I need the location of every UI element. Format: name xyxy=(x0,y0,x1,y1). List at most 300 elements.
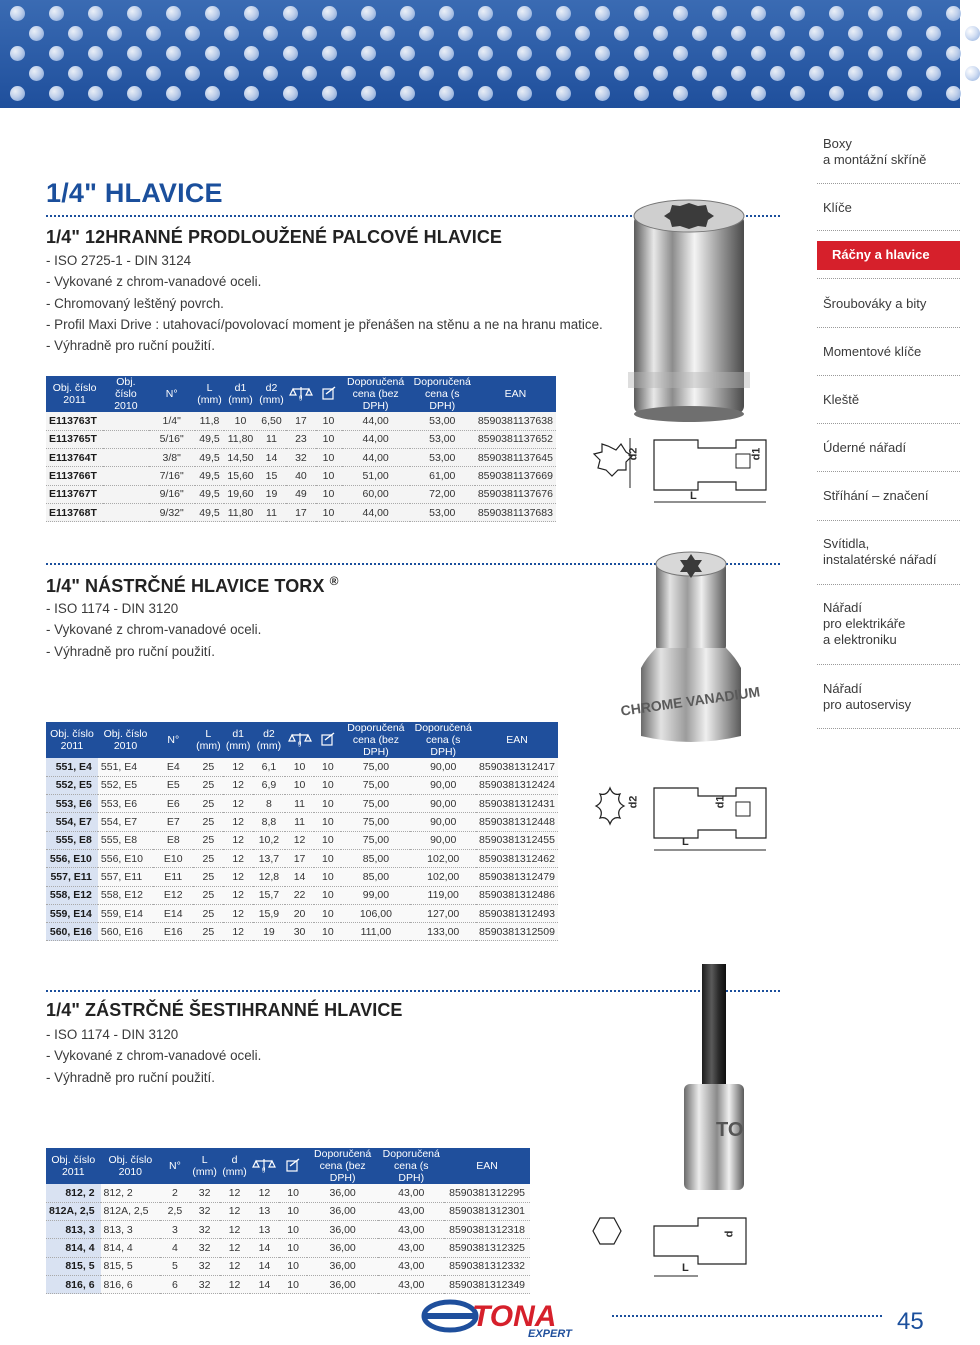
table-cell: 12 xyxy=(285,831,315,849)
banner-dot xyxy=(263,66,278,81)
table-cell: 32 xyxy=(286,449,315,467)
section2-table xyxy=(46,722,558,941)
table-cell: 25 xyxy=(193,758,223,776)
banner-dot xyxy=(127,46,142,61)
banner-dot xyxy=(595,46,610,61)
col-obj2011: Obj. číslo 2011 xyxy=(46,722,98,758)
12-point-profile-icon xyxy=(594,444,632,476)
banner-dot xyxy=(68,66,83,81)
footer-divider xyxy=(612,1315,882,1317)
table-cell: 8590381137676 xyxy=(475,485,556,503)
col-price-inc: Doporučená cena (s DPH) xyxy=(410,722,476,758)
table-cell: 12 xyxy=(223,849,253,867)
table-cell: 14 xyxy=(250,1275,280,1293)
banner-dot xyxy=(809,26,824,41)
label-d1: d1 xyxy=(750,447,763,461)
label-d1: d1 xyxy=(714,795,727,809)
menu-divider xyxy=(817,183,960,184)
table-cell: 2 xyxy=(160,1184,190,1202)
banner-dot xyxy=(926,66,941,81)
table-row xyxy=(46,430,556,448)
banner-dot xyxy=(692,66,707,81)
banner-dot xyxy=(166,6,181,21)
table-cell: E16 xyxy=(153,923,193,941)
order-code-cell: E113764T xyxy=(46,449,103,467)
menu-item-kleste[interactable]: Kleště xyxy=(823,392,860,407)
table-row xyxy=(46,412,556,430)
table-cell: 12 xyxy=(220,1239,250,1257)
hex-bit-socket-image xyxy=(674,958,754,1198)
banner-dot xyxy=(829,46,844,61)
table-cell: 90,00 xyxy=(410,813,476,831)
banner-dot xyxy=(712,6,727,21)
banner-dot xyxy=(244,46,259,61)
banner-dot xyxy=(49,46,64,61)
table-cell: 25 xyxy=(193,795,223,813)
banner-dot xyxy=(361,46,376,61)
scale-icon xyxy=(288,386,313,403)
label-d2: d2 xyxy=(627,447,640,461)
banner-dot xyxy=(556,6,571,21)
order-code-cell: 812A, 2,5 xyxy=(46,1202,101,1220)
package-icon xyxy=(318,386,340,403)
banner-dot xyxy=(790,86,805,101)
banner-dot xyxy=(166,86,181,101)
banner-dot xyxy=(575,66,590,81)
table-cell: 10 xyxy=(314,849,341,867)
table-cell: 11,80 xyxy=(224,503,256,521)
table-cell: 102,00 xyxy=(410,868,476,886)
order-code-cell: 553, E6 xyxy=(46,795,98,813)
table-cell: 85,00 xyxy=(341,849,410,867)
table-row xyxy=(46,485,556,503)
order-code-cell: E113767T xyxy=(46,485,103,503)
table-cell: 36,00 xyxy=(307,1257,379,1275)
banner-dot xyxy=(556,46,571,61)
table-cell: 17 xyxy=(286,412,315,430)
table-row xyxy=(46,849,558,867)
table-cell: 8590381312349 xyxy=(444,1275,530,1293)
banner-dot xyxy=(244,6,259,21)
table-cell: 43,00 xyxy=(378,1221,444,1239)
banner-dot xyxy=(88,6,103,21)
table-cell: 15 xyxy=(257,467,287,485)
table-cell: 85,00 xyxy=(341,868,410,886)
banner-dot xyxy=(517,86,532,101)
banner-dot xyxy=(283,6,298,21)
table-cell: 551, E4 xyxy=(98,758,153,776)
banner-dot xyxy=(439,6,454,21)
banner-dot xyxy=(439,86,454,101)
table-cell: 49,5 xyxy=(195,449,225,467)
col-price-inc: Doporučená cena (s DPH) xyxy=(378,1148,444,1184)
banner-dot xyxy=(322,6,337,21)
bullet: - ISO 1174 - DIN 3120 xyxy=(46,601,179,616)
bullet: - Výhradně pro ruční použití. xyxy=(46,338,215,354)
menu-item-elektrikare[interactable]: Nářadí pro elektrikáře a elektroniku xyxy=(823,600,906,647)
table-cell: 6,9 xyxy=(253,776,285,794)
menu-item-boxy[interactable]: Boxy a montážní skříně xyxy=(823,136,927,167)
table-cell: 72,00 xyxy=(410,485,475,503)
table-cell: 43,00 xyxy=(378,1202,444,1220)
col-ean: EAN xyxy=(476,722,558,758)
table-cell: 12 xyxy=(223,904,253,922)
table-cell: 8590381137638 xyxy=(475,412,556,430)
banner-dot xyxy=(29,26,44,41)
table-cell: 75,00 xyxy=(341,795,410,813)
banner-dot xyxy=(673,6,688,21)
col-ean: EAN xyxy=(475,376,556,412)
table-cell: 12 xyxy=(223,813,253,831)
table-cell: 557, E11 xyxy=(98,868,153,886)
table-cell: 75,00 xyxy=(341,776,410,794)
table-cell: 8590381312301 xyxy=(444,1202,530,1220)
banner-dot xyxy=(517,6,532,21)
banner-dot xyxy=(146,26,161,41)
menu-item-sroubovaky[interactable]: Šroubováky a bity xyxy=(823,296,927,311)
banner-dot xyxy=(88,86,103,101)
table-cell: 43,00 xyxy=(378,1184,444,1202)
table-cell xyxy=(103,412,148,430)
table-cell: 12 xyxy=(223,923,253,941)
long-socket-image xyxy=(628,196,750,424)
col-weight xyxy=(285,722,315,758)
banner-dot xyxy=(478,46,493,61)
table-cell: 22 xyxy=(285,886,315,904)
table-cell: 90,00 xyxy=(410,758,476,776)
banner-dot xyxy=(10,6,25,21)
banner-dot xyxy=(283,86,298,101)
menu-item-strihani[interactable]: Stříhání – značení xyxy=(823,488,929,503)
order-code-cell: 559, E14 xyxy=(46,904,98,922)
banner-dot xyxy=(224,26,239,41)
col-price-inc: Doporučená cena (s DPH) xyxy=(410,376,475,412)
banner-dot xyxy=(653,26,668,41)
banner-dot xyxy=(731,66,746,81)
table-cell: 8590381312295 xyxy=(444,1184,530,1202)
table-cell: 10 xyxy=(314,831,341,849)
table-row xyxy=(46,1275,530,1293)
table-cell: 553, E6 xyxy=(98,795,153,813)
order-code-cell: 814, 4 xyxy=(46,1239,101,1257)
table-cell xyxy=(103,503,148,521)
col-L: L (mm) xyxy=(193,722,223,758)
menu-item-uderne-naradi[interactable]: Úderné nářadí xyxy=(823,440,907,455)
table-cell: 49,5 xyxy=(195,485,225,503)
table-cell: 19 xyxy=(253,923,285,941)
menu-item-svitidla[interactable]: Svítidla, instalatérské nářadí xyxy=(823,536,937,567)
banner-dot xyxy=(497,66,512,81)
banner-dot xyxy=(790,46,805,61)
table-cell: 4 xyxy=(160,1239,190,1257)
table-cell: E12 xyxy=(153,886,193,904)
banner-dot xyxy=(224,66,239,81)
banner-dot xyxy=(887,66,902,81)
scale-icon xyxy=(287,732,313,749)
table-cell: 32 xyxy=(190,1221,220,1239)
menu-divider xyxy=(817,375,960,376)
order-code-cell: E113765T xyxy=(46,430,103,448)
banner-dot xyxy=(361,86,376,101)
table-cell: 559, E14 xyxy=(98,904,153,922)
table-cell: 32 xyxy=(190,1275,220,1293)
table-cell: E6 xyxy=(153,795,193,813)
banner-dot xyxy=(907,86,922,101)
table-cell: 552, E5 xyxy=(98,776,153,794)
table-row xyxy=(46,449,556,467)
banner-dot xyxy=(146,66,161,81)
table-cell: 8590381312486 xyxy=(476,886,558,904)
menu-divider xyxy=(817,423,960,424)
section3-bullets xyxy=(46,1024,261,1088)
table-row xyxy=(46,1257,530,1275)
banner-dot xyxy=(868,46,883,61)
menu-divider xyxy=(817,278,960,279)
table-cell: 8590381312424 xyxy=(476,776,558,794)
table-row xyxy=(46,813,558,831)
col-obj2011: Obj. číslo 2011 xyxy=(46,376,103,412)
col-ean: EAN xyxy=(444,1148,530,1184)
table-cell: 12 xyxy=(220,1275,250,1293)
table-cell: 51,00 xyxy=(342,467,410,485)
banner-dot xyxy=(536,26,551,41)
table-cell: 812, 2 xyxy=(101,1184,161,1202)
menu-divider xyxy=(817,728,960,729)
label-L: L xyxy=(682,1262,689,1274)
table-cell: 8590381312318 xyxy=(444,1221,530,1239)
table-cell: 8590381312455 xyxy=(476,831,558,849)
table-cell: 10 xyxy=(279,1257,307,1275)
table-cell: 8,8 xyxy=(253,813,285,831)
banner-dot xyxy=(458,26,473,41)
banner-dot xyxy=(361,6,376,21)
banner-dot xyxy=(751,46,766,61)
banner-dot xyxy=(419,66,434,81)
section1-title: 1/4" 12HRANNÉ PRODLOUŽENÉ PALCOVÉ HLAVICE xyxy=(46,227,503,247)
table-cell: 8 xyxy=(253,795,285,813)
banner-dot xyxy=(517,46,532,61)
col-obj2010: Obj. číslo 2010 xyxy=(101,1148,161,1184)
banner-dot xyxy=(848,66,863,81)
banner-dot xyxy=(575,26,590,41)
table-cell: 10 xyxy=(314,886,341,904)
table-cell: 10 xyxy=(224,412,256,430)
table-cell: 8590381137683 xyxy=(475,503,556,521)
table-cell: 560, E16 xyxy=(98,923,153,941)
col-weight xyxy=(250,1148,280,1184)
table-cell: 25 xyxy=(193,904,223,922)
table-row xyxy=(46,1221,530,1239)
table-cell: 43,00 xyxy=(378,1257,444,1275)
table-cell: 8590381312325 xyxy=(444,1239,530,1257)
table-cell: 53,00 xyxy=(410,430,475,448)
table-cell: E11 xyxy=(153,868,193,886)
table-cell: 555, E8 xyxy=(98,831,153,849)
banner-dot xyxy=(341,66,356,81)
table-cell: 17 xyxy=(285,849,315,867)
tona-expert-logo xyxy=(420,1296,600,1340)
col-no: N° xyxy=(153,722,193,758)
table-cell: 36,00 xyxy=(307,1202,379,1220)
table-cell: 10 xyxy=(316,467,342,485)
banner-dot xyxy=(712,46,727,61)
table-cell: 7/16" xyxy=(149,467,195,485)
table-cell: 20 xyxy=(285,904,315,922)
table-cell: 133,00 xyxy=(410,923,476,941)
table-cell: 17 xyxy=(286,503,315,521)
table-cell: 10 xyxy=(316,485,342,503)
order-code-cell: 552, E5 xyxy=(46,776,98,794)
col-price-ex: Doporučená cena (bez DPH) xyxy=(307,1148,379,1184)
table-cell xyxy=(103,449,148,467)
page-title: 1/4" HLAVICE xyxy=(46,178,223,208)
banner-dot xyxy=(419,26,434,41)
banner-dot xyxy=(88,46,103,61)
order-code-cell: E113763T xyxy=(46,412,103,430)
banner-dot xyxy=(907,46,922,61)
svg-text:EXPERT: EXPERT xyxy=(528,1328,572,1340)
menu-item-momentove-klice[interactable]: Momentové klíče xyxy=(823,344,922,359)
banner-dot xyxy=(458,66,473,81)
table-cell: 10 xyxy=(314,776,341,794)
section2-title: 1/4" NÁSTRČNÉ HLAVICE TORX ® xyxy=(46,574,339,596)
col-price-ex: Doporučená cena (bez DPH) xyxy=(342,376,410,412)
table-cell: 12 xyxy=(223,831,253,849)
banner-dot xyxy=(614,66,629,81)
banner-dot xyxy=(809,66,824,81)
table-cell: 102,00 xyxy=(410,849,476,867)
col-d2: d2 (mm) xyxy=(257,376,287,412)
table-cell: 10,2 xyxy=(253,831,285,849)
bullet: - Výhradně pro ruční použití. xyxy=(46,1069,215,1085)
col-pack xyxy=(314,722,341,758)
table-cell: 9/32" xyxy=(149,503,195,521)
table-cell: 10 xyxy=(316,412,342,430)
menu-divider xyxy=(817,520,960,521)
col-obj2010: Obj. číslo 2010 xyxy=(103,376,148,412)
section-divider xyxy=(46,990,780,992)
table-cell: 36,00 xyxy=(307,1221,379,1239)
table-cell: 25 xyxy=(193,849,223,867)
table-cell: 10 xyxy=(314,904,341,922)
order-code-cell: 560, E16 xyxy=(46,923,98,941)
svg-text:g: g xyxy=(297,740,301,747)
table-cell: 10 xyxy=(279,1239,307,1257)
table-row xyxy=(46,886,558,904)
table-cell: 8590381137645 xyxy=(475,449,556,467)
order-code-cell: 816, 6 xyxy=(46,1275,101,1293)
menu-divider xyxy=(817,584,960,585)
table-cell: 10 xyxy=(316,503,342,521)
banner-dot xyxy=(634,46,649,61)
order-code-cell: 558, E12 xyxy=(46,886,98,904)
table-cell: 554, E7 xyxy=(98,813,153,831)
banner-dot xyxy=(848,26,863,41)
table-row xyxy=(46,795,558,813)
svg-text:TONA: TONA xyxy=(472,1300,557,1333)
table-cell: 812A, 2,5 xyxy=(101,1202,161,1220)
table-cell: 90,00 xyxy=(410,795,476,813)
table-cell: 75,00 xyxy=(341,813,410,831)
table-cell: 13 xyxy=(250,1221,280,1239)
table-cell: 10 xyxy=(316,449,342,467)
package-icon xyxy=(281,1158,305,1175)
table-cell: 8590381312462 xyxy=(476,849,558,867)
table-cell: 25 xyxy=(193,813,223,831)
svg-text:g: g xyxy=(262,1166,266,1173)
menu-item-klice[interactable]: Klíče xyxy=(823,200,852,215)
table-cell: 9/16" xyxy=(149,485,195,503)
banner-dot xyxy=(829,86,844,101)
banner-dot xyxy=(166,46,181,61)
table-cell: 8590381312417 xyxy=(476,758,558,776)
table-cell: 10 xyxy=(314,795,341,813)
bullet: - Výhradně pro ruční použití. xyxy=(46,643,215,659)
svg-text:g: g xyxy=(298,394,303,401)
banner-dot xyxy=(400,86,415,101)
bullet: - ISO 2725-1 - DIN 3124 xyxy=(46,253,192,268)
table-cell: 814, 4 xyxy=(101,1239,161,1257)
order-code-cell: 813, 3 xyxy=(46,1221,101,1239)
svg-text:CHROME VANADIUM: CHROME VANADIUM xyxy=(619,683,761,719)
col-L: L (mm) xyxy=(195,376,225,412)
table-cell: 32 xyxy=(190,1257,220,1275)
table-cell: 25 xyxy=(193,776,223,794)
table-cell: 8590381312509 xyxy=(476,923,558,941)
table-row xyxy=(46,923,558,941)
menu-item-racny-a-hlavice[interactable]: Ráčny a hlavice xyxy=(817,241,960,270)
section2-bullets xyxy=(46,598,261,662)
table-cell: 8590381137652 xyxy=(475,430,556,448)
banner-dot xyxy=(205,6,220,21)
menu-divider xyxy=(817,471,960,472)
table-cell: 53,00 xyxy=(410,503,475,521)
banner-dot xyxy=(751,6,766,21)
banner-dot xyxy=(127,6,142,21)
banner-dot xyxy=(731,26,746,41)
table-cell: 12,8 xyxy=(253,868,285,886)
banner-dot xyxy=(653,66,668,81)
table-cell: 12 xyxy=(220,1202,250,1220)
table-cell: 8590381312479 xyxy=(476,868,558,886)
table-cell: 12 xyxy=(220,1257,250,1275)
table-cell: 19,60 xyxy=(224,485,256,503)
table-cell: 49,5 xyxy=(195,467,225,485)
table-row xyxy=(46,868,558,886)
banner-dot xyxy=(536,66,551,81)
scale-icon xyxy=(252,1158,278,1175)
menu-item-autoservisy[interactable]: Nářadí pro autoservisy xyxy=(823,681,912,712)
table-cell: 99,00 xyxy=(341,886,410,904)
table-cell: 3 xyxy=(160,1221,190,1239)
order-code-cell: 555, E8 xyxy=(46,831,98,849)
table-cell: 127,00 xyxy=(410,904,476,922)
table-cell: 8590381312431 xyxy=(476,795,558,813)
order-code-cell: 812, 2 xyxy=(46,1184,101,1202)
table-cell: 15,9 xyxy=(253,904,285,922)
table-cell: 10 xyxy=(314,813,341,831)
table-cell: 2,5 xyxy=(160,1202,190,1220)
col-d1: d1 (mm) xyxy=(224,376,256,412)
table-cell: 6,50 xyxy=(257,412,287,430)
table-cell: 43,00 xyxy=(378,1239,444,1257)
table-cell: 5 xyxy=(160,1257,190,1275)
table-cell: 15,60 xyxy=(224,467,256,485)
table-cell: 6 xyxy=(160,1275,190,1293)
table-cell: 106,00 xyxy=(341,904,410,922)
menu-divider xyxy=(817,327,960,328)
col-pack xyxy=(316,376,342,412)
